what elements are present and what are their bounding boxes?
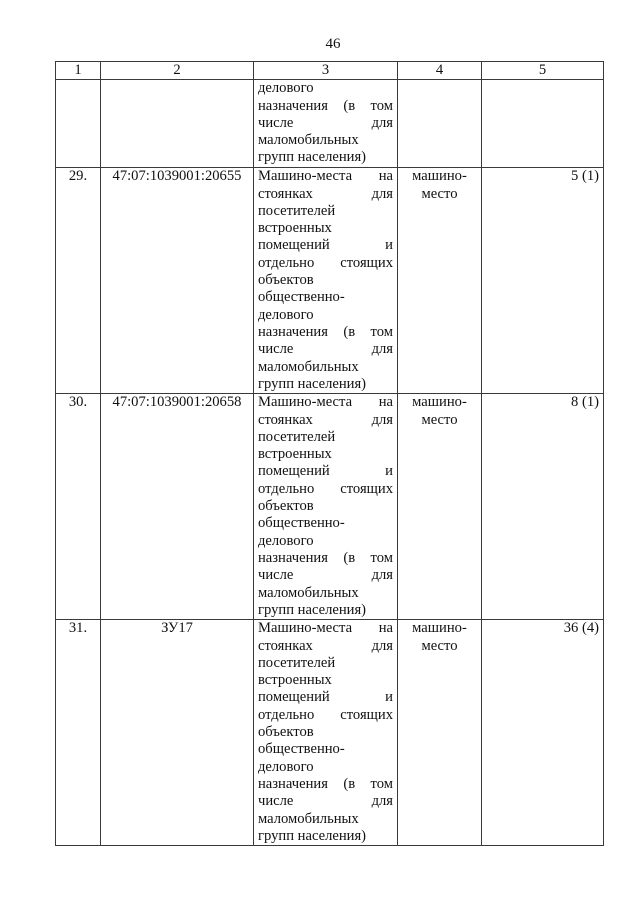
description-line: групп населения) — [258, 827, 367, 844]
column-header-2: 2 — [101, 62, 254, 80]
description-line: делового — [258, 532, 314, 549]
description-line: встроенных — [258, 672, 332, 689]
description-line: общественно- — [258, 289, 345, 306]
description-cell — [254, 80, 398, 168]
cadastral-number-cell — [101, 80, 254, 168]
description-line: маломобильных — [258, 584, 359, 601]
description-line: отдельно стоящих — [258, 254, 393, 271]
description-line: назначения (в том — [258, 775, 393, 792]
description-line: помещений и — [258, 237, 393, 254]
description-line: отдельно стоящих — [258, 706, 393, 723]
column-header-3: 3 — [254, 62, 398, 80]
description-line: групп населения) — [258, 375, 367, 392]
table-row — [56, 168, 604, 394]
description-line: стоянках для — [258, 411, 393, 428]
description-line: числе для — [258, 793, 393, 810]
description-line: делового — [258, 306, 314, 323]
unit-line: место — [421, 637, 458, 654]
quantity-cell: 8 (1) — [482, 394, 604, 620]
description-line: помещений и — [258, 689, 393, 706]
description-line: Машино-места на — [258, 168, 393, 185]
table-body — [56, 168, 604, 846]
table-row — [56, 394, 604, 620]
cadastral-number-cell: ЗУ17 — [101, 620, 254, 846]
description-line: числе для — [258, 341, 393, 358]
description-line: общественно- — [258, 515, 345, 532]
description-line: объектов — [258, 724, 314, 741]
column-header-5: 5 — [482, 62, 604, 80]
description-line: Машино-места на — [258, 620, 393, 637]
description-line: маломобильных — [258, 358, 359, 375]
description-line: отдельно стоящих — [258, 480, 393, 497]
description-cell — [254, 620, 398, 846]
description-line: встроенных — [258, 446, 332, 463]
unit-cell — [398, 168, 482, 394]
description-line: Машино-места на — [258, 394, 393, 411]
cadastral-number-cell: 47:07:1039001:20658 — [101, 394, 254, 620]
description-line: встроенных — [258, 220, 332, 237]
description-line: объектов — [258, 498, 314, 515]
description-line: групп населения) — [258, 601, 367, 618]
page-number: 46 — [325, 36, 341, 52]
description-line: групп населения) — [258, 149, 367, 166]
description-line: стоянках для — [258, 637, 393, 654]
row-number-cell: 29. — [56, 168, 101, 394]
quantity-cell: 5 (1) — [482, 168, 604, 394]
unit-line: место — [421, 411, 458, 428]
description-line: назначения (в том — [258, 549, 393, 566]
row-number-cell — [56, 80, 101, 168]
unit-line: место — [421, 185, 458, 202]
description-line: стоянках для — [258, 185, 393, 202]
description-line: маломобильных — [258, 810, 359, 827]
description-cell — [254, 394, 398, 620]
description-line: делового — [258, 80, 314, 97]
unit-line: машино- — [412, 394, 467, 411]
description-line: объектов — [258, 272, 314, 289]
unit-line: машино- — [412, 620, 467, 637]
column-header-4: 4 — [398, 62, 482, 80]
column-header-1: 1 — [56, 62, 101, 80]
description-line: назначения (в том — [258, 323, 393, 340]
table-header-row — [56, 62, 604, 80]
description-line: посетителей — [258, 428, 336, 445]
description-line: назначения (в том — [258, 97, 393, 114]
description-cell — [254, 168, 398, 394]
description-line: делового — [258, 758, 314, 775]
quantity-cell: 36 (4) — [482, 620, 604, 846]
description-line: маломобильных — [258, 132, 359, 149]
unit-cell — [398, 620, 482, 846]
description-line: общественно- — [258, 741, 345, 758]
row-number-cell: 31. — [56, 620, 101, 846]
description-line: числе для — [258, 567, 393, 584]
cadastral-number-cell: 47:07:1039001:20655 — [101, 168, 254, 394]
unit-line: машино- — [412, 168, 467, 185]
description-line: числе для — [258, 114, 393, 131]
description-line: посетителей — [258, 202, 336, 219]
unit-cell — [398, 394, 482, 620]
description-line: посетителей — [258, 654, 336, 671]
description-line: помещений и — [258, 463, 393, 480]
table-row — [56, 620, 604, 846]
quantity-cell — [482, 80, 604, 168]
parking-spaces-table — [55, 61, 604, 846]
table-row-continuation — [56, 80, 604, 168]
unit-cell — [398, 80, 482, 168]
row-number-cell: 30. — [56, 394, 101, 620]
